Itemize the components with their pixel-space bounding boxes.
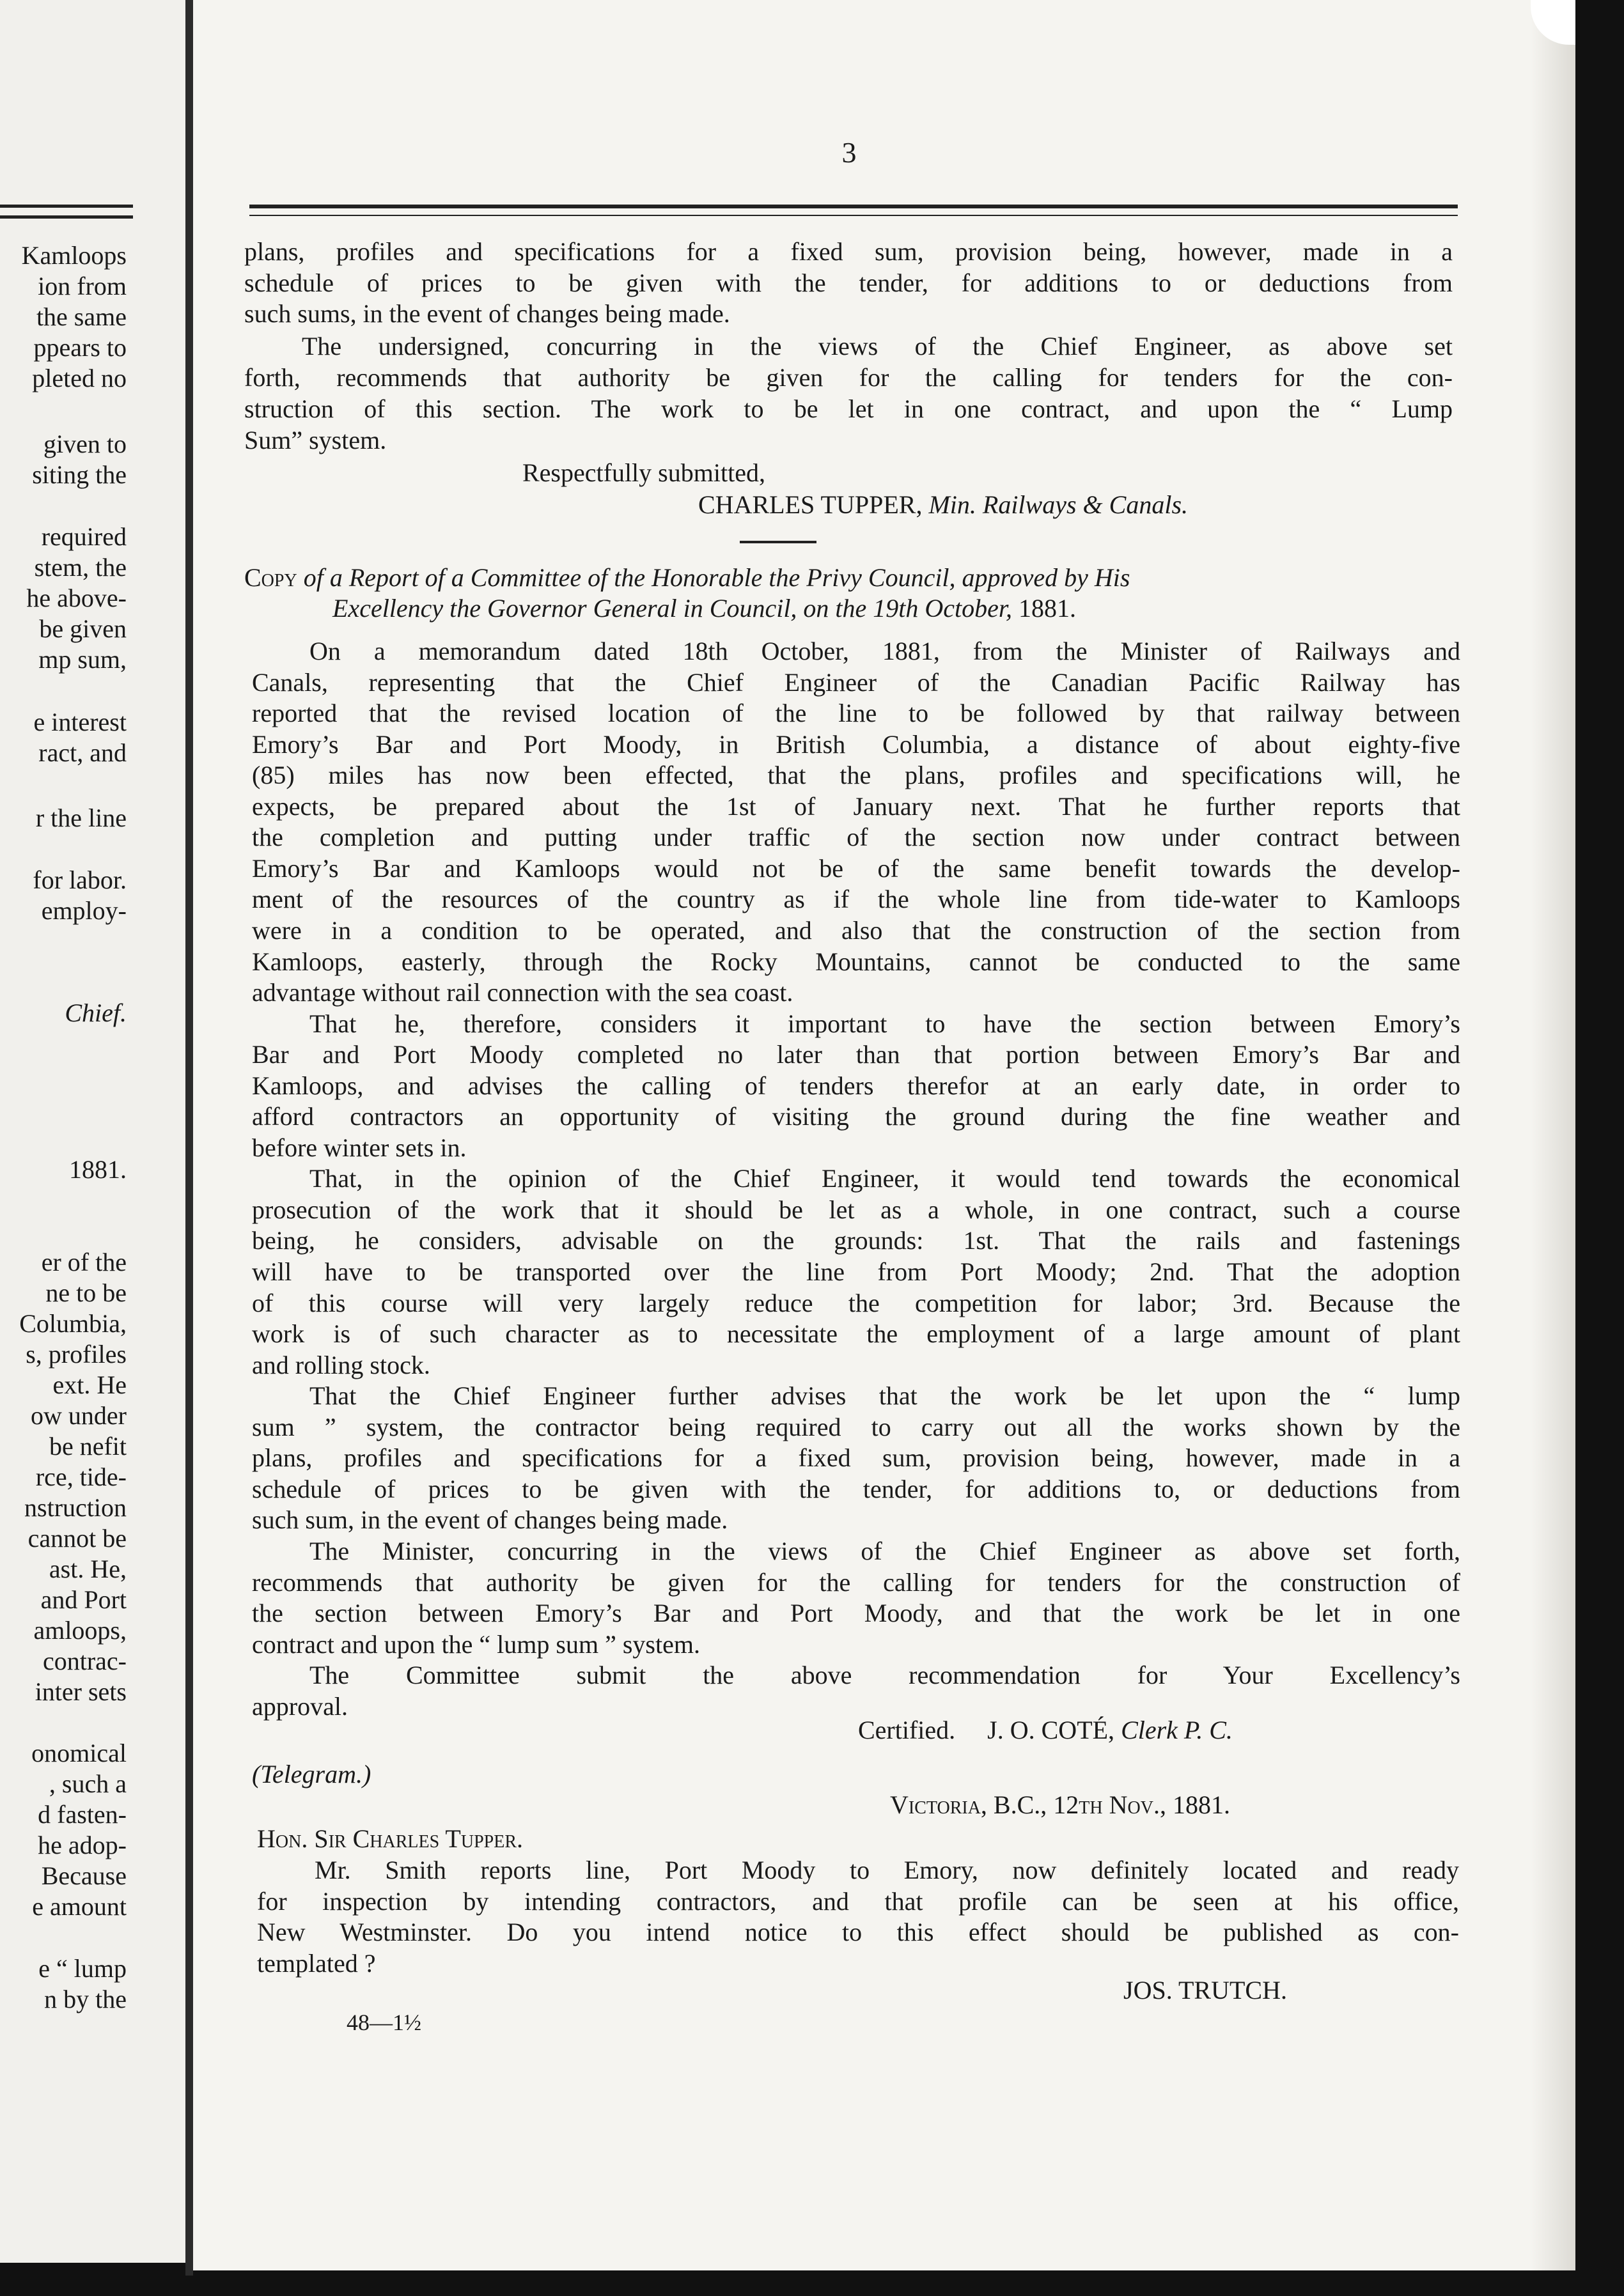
previous-page-fragment: e amount bbox=[32, 1892, 127, 1921]
certifier-name: J. O. COTÉ, bbox=[987, 1716, 1115, 1744]
order-heading-line1: of a Report of a Committee of the Honorable the Privy Council, approved by His bbox=[303, 563, 1130, 592]
previous-page-fragment: , such a bbox=[49, 1769, 127, 1798]
report-paragraph-cont bbox=[244, 362, 1453, 424]
previous-page-fragment: ast. He, bbox=[49, 1555, 127, 1583]
previous-page-fragment: siting the bbox=[32, 460, 127, 489]
previous-page-fragment: he adop- bbox=[38, 1831, 127, 1859]
report-paragraph-end bbox=[244, 425, 386, 456]
previous-page-fragment: ext. He bbox=[52, 1370, 127, 1399]
previous-page-fragment: the same bbox=[36, 302, 127, 331]
text-line: expects, be prepared about the 1st of January next. That he further reports that bbox=[252, 791, 1460, 821]
previous-page-fragment: employ- bbox=[41, 896, 127, 925]
previous-page-fragment: pleted no bbox=[32, 364, 127, 392]
text-line: afford contractors an opportunity of visiting the ground during the fine weather and bbox=[252, 1102, 1460, 1131]
text-line: Kamloops, and advises the calling of tenders therefor at an early date, in order to bbox=[252, 1071, 1460, 1100]
text-line: recommends that authority be given for the calling for tenders for the construction of bbox=[252, 1567, 1460, 1597]
text-line: prosecution of the work that it should be let as a whole, in one contract, such a course bbox=[252, 1195, 1460, 1224]
previous-page-fragment: onomical bbox=[31, 1739, 127, 1767]
telegram-addressee: Hon. Sir Charles Tupper. bbox=[257, 1824, 524, 1853]
previous-page-fragment: d fasten- bbox=[38, 1800, 127, 1829]
text-line: schedule of prices to be given with the tender, for additions to or deductions from bbox=[244, 268, 1453, 297]
text-line: Emory’s Bar and Port Moody, in British Columbia, a distance of about eighty-five bbox=[252, 729, 1460, 759]
previous-page-fragment: rce, tide- bbox=[35, 1462, 127, 1491]
previous-page-fragment: er of the bbox=[41, 1248, 127, 1276]
text-line: being, he considers, advisable on the grounds: 1st. That the rails and fastenings bbox=[252, 1226, 1460, 1255]
scan-edge bbox=[1531, 0, 1575, 2270]
text-line: On a memorandum dated 18th October, 1881, from the Minister of Railways and bbox=[309, 637, 1460, 665]
text-line: New Westminster. Do you intend notice to this effect should be published as con- bbox=[257, 1918, 1459, 1946]
previous-page-fragment: and Port bbox=[40, 1585, 127, 1614]
page-number: 3 bbox=[841, 136, 857, 169]
signature-name: CHARLES TUPPER, bbox=[698, 490, 923, 519]
certifier-title: Clerk P. C. bbox=[1121, 1716, 1233, 1744]
text-line: were in a condition to be operated, and also that the construction of the section from bbox=[252, 915, 1460, 945]
text-line: Canals, representing that the Chief Engineer of the Canadian Pacific Railway has bbox=[252, 667, 1460, 697]
previous-page-fragment: stem, the bbox=[34, 553, 127, 582]
previous-page-fragment: ract, and bbox=[38, 738, 127, 767]
text-line: contract and upon the “ lump sum ” system. bbox=[252, 1629, 700, 1659]
text-line: the section between Emory’s Bar and Port Moody, and that the work be let in one bbox=[252, 1599, 1460, 1628]
text-line: schedule of prices to be given with the tender, for additions to, or deductions from bbox=[252, 1474, 1460, 1503]
previous-page-fragment: e “ lump bbox=[38, 1954, 127, 1983]
text-line: ment of the resources of the country as if the whole line from tide-water to Kamloops bbox=[252, 885, 1460, 914]
text-line: plans, profiles and specifications for a fixed sum, provision being, however, made in a bbox=[252, 1443, 1460, 1473]
order-heading-year: 1881. bbox=[1019, 594, 1077, 623]
header-rule bbox=[249, 205, 1458, 216]
text-line: approval. bbox=[252, 1691, 348, 1721]
text-line: for inspection by intending contractors, and that profile can be seen at his office, bbox=[257, 1886, 1459, 1916]
text-line: Mr. Smith reports line, Port Moody to Emory, now definitely located and ready bbox=[315, 1856, 1459, 1884]
text-line: struction of this section. The work to be let in one contract, and upon the “ Lump bbox=[244, 394, 1453, 423]
text-line: That he, therefore, considers it important to have the section between Emory’s bbox=[309, 1009, 1460, 1038]
text-line: Bar and Port Moody completed no later than that portion between Emory’s Bar and bbox=[252, 1040, 1460, 1069]
report-paragraph bbox=[244, 331, 1453, 362]
text-line: will have to be transported over the line from Port Moody; 2nd. That the adoption bbox=[252, 1257, 1460, 1286]
previous-page-fragment: be nefit bbox=[49, 1432, 127, 1461]
previous-page-fragment: given to bbox=[43, 430, 127, 458]
previous-page-strip bbox=[0, 0, 185, 2263]
document-page bbox=[193, 0, 1575, 2270]
signature-block bbox=[698, 490, 1188, 520]
text-line: (85) miles has now been effected, that the plans, profiles and specifications will, he bbox=[252, 761, 1460, 790]
previous-page-fragment: 1881. bbox=[69, 1155, 127, 1184]
previous-page-fragment: inter sets bbox=[35, 1677, 127, 1706]
telegram-signature: JOS. TRUTCH. bbox=[1123, 1976, 1287, 2005]
section-divider bbox=[740, 541, 816, 543]
text-line: and rolling stock. bbox=[252, 1350, 430, 1379]
previous-page-fragment: Because bbox=[41, 1861, 127, 1890]
previous-page-fragment: Chief. bbox=[65, 998, 127, 1027]
report-continuation-last bbox=[244, 299, 1453, 330]
text-line: Kamloops, easterly, through the Rocky Mountains, cannot be conducted to the same bbox=[252, 947, 1460, 976]
previous-page-fragment: for labor. bbox=[33, 865, 127, 894]
previous-page-fragment: ne to be bbox=[45, 1278, 127, 1307]
previous-page-fragment: Kamloops bbox=[21, 241, 127, 270]
text-line: such sum, in the event of changes being made. bbox=[252, 1505, 728, 1535]
order-heading-lead: Copy bbox=[244, 563, 297, 592]
previous-page-fragment: ow under bbox=[31, 1401, 127, 1430]
previous-page-fragment: cannot be bbox=[27, 1524, 127, 1553]
text-line: Sum” system. bbox=[244, 426, 387, 454]
previous-page-fragment: contrac- bbox=[42, 1647, 127, 1675]
previous-page-fragment: Columbia, bbox=[19, 1309, 127, 1338]
previous-page-fragment: he above- bbox=[26, 584, 127, 612]
previous-page-fragment: mp sum, bbox=[38, 645, 127, 674]
order-heading-line2-wrap bbox=[332, 593, 1076, 624]
text-line: reported that the revised location of the line to be followed by that railway between bbox=[252, 699, 1460, 728]
certification bbox=[858, 1715, 1233, 1746]
text-line: Emory’s Bar and Kamloops would not be of the same benefit towards the develop- bbox=[252, 853, 1460, 883]
previous-page-fragment: n by the bbox=[44, 1985, 127, 2013]
text-line: templated ? bbox=[257, 1948, 376, 1978]
previous-page-fragment: required bbox=[41, 522, 127, 551]
order-heading-line2: Excellency the Governor General in Council, on the 19th October, bbox=[332, 594, 1013, 623]
text-line: The Committee submit the above recommendation for Your Excellency’s bbox=[309, 1661, 1460, 1690]
text-line: forth, recommends that authority be given for the calling for tenders for the con- bbox=[244, 363, 1453, 392]
previous-page-fragment: ion from bbox=[38, 272, 127, 300]
previous-page-fragment: e interest bbox=[33, 708, 127, 736]
previous-page-rule bbox=[0, 205, 133, 219]
footer-mark: 48—1½ bbox=[347, 2010, 421, 2035]
previous-page-fragment: s, profiles bbox=[26, 1340, 127, 1369]
text-line: sum ” system, the contractor being required to carry out all the works shown by the bbox=[252, 1412, 1460, 1441]
text-line: The Minister, concurring in the views of the Chief Engineer as above set forth, bbox=[309, 1536, 1460, 1565]
telegram-label: (Telegram.) bbox=[252, 1760, 371, 1788]
previous-page-fragment: be given bbox=[39, 614, 127, 643]
text-line: That, in the opinion of the Chief Engineer, it would tend towards the economical bbox=[309, 1164, 1460, 1193]
text-line: such sums, in the event of changes being made. bbox=[244, 299, 730, 328]
report-continuation bbox=[244, 237, 1453, 299]
previous-page-fragment: ppears to bbox=[33, 333, 127, 362]
page-fold bbox=[185, 0, 193, 2276]
previous-page-fragment: r the line bbox=[35, 803, 127, 832]
signature-title: Min. Railways & Canals. bbox=[928, 490, 1189, 519]
certified-label: Certified. bbox=[858, 1716, 956, 1744]
order-heading bbox=[244, 562, 1130, 593]
previous-page-fragment: nstruction bbox=[24, 1493, 127, 1522]
text-line: advantage without rail connection with the sea coast. bbox=[252, 978, 793, 1007]
telegram-place-date: Victoria, B.C., 12th Nov., 1881. bbox=[890, 1790, 1230, 1819]
text-line: the completion and putting under traffic of the section now under contract between bbox=[252, 823, 1460, 852]
previous-page-fragment: amloops, bbox=[33, 1616, 127, 1645]
text-line: of this course will very largely reduce the competition for labor; 3rd. Because the bbox=[252, 1288, 1460, 1317]
text-line: work is of such character as to necessitate the employment of a large amount of plant bbox=[252, 1319, 1460, 1349]
text-line: plans, profiles and specifications for a fixed sum, provision being, however, made in a bbox=[244, 237, 1453, 266]
text-line: That the Chief Engineer further advises that the work be let upon the “ lump bbox=[309, 1381, 1460, 1411]
closing-line: Respectfully submitted, bbox=[522, 458, 765, 487]
text-line: before winter sets in. bbox=[252, 1133, 467, 1162]
text-line: The undersigned, concurring in the views of the Chief Engineer, as above set bbox=[302, 332, 1453, 361]
